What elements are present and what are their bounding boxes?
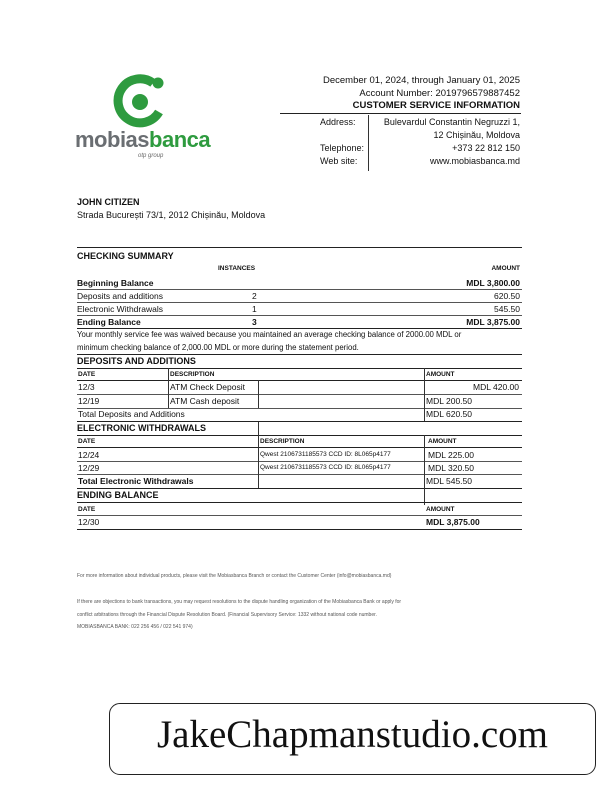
deposit-row-rule bbox=[77, 394, 522, 395]
watermark-box bbox=[109, 703, 596, 775]
deposit-date: 12/3 bbox=[78, 382, 95, 392]
summary-row-amount: 545.50 bbox=[494, 304, 520, 314]
withdrawals-col-divider bbox=[424, 435, 425, 505]
bank-name-part1: mobias bbox=[75, 127, 150, 152]
summary-row-label: Ending Balance bbox=[77, 317, 141, 327]
summary-row-label: Deposits and additions bbox=[77, 291, 164, 301]
deposits-header-rule bbox=[77, 380, 522, 381]
deposit-description: ATM Check Deposit bbox=[170, 382, 245, 392]
deposits-col-divider bbox=[258, 380, 259, 408]
withdrawals-total-amount: MDL 545.50 bbox=[426, 476, 472, 486]
note-bottom-rule bbox=[77, 354, 522, 355]
summary-row-label: Beginning Balance bbox=[77, 278, 154, 288]
footer-contact-line: MOBIASBANCA BANK: 022 256 456 / 022 541 974) bbox=[77, 624, 193, 630]
bank-logo-icon bbox=[113, 74, 167, 128]
summary-row-rule bbox=[77, 315, 522, 316]
summary-row-instances: 2 bbox=[252, 291, 257, 301]
watermark-text: JakeChapmanstudio.com bbox=[156, 713, 548, 756]
statement-header bbox=[290, 75, 520, 113]
telephone-value: +373 22 812 150 bbox=[452, 143, 520, 153]
address-line2: 12 Chișinău, Moldova bbox=[433, 130, 520, 140]
summary-col-amount: AMOUNT bbox=[491, 265, 520, 272]
header-divider bbox=[280, 113, 521, 114]
summary-row-amount: 620.50 bbox=[494, 291, 520, 301]
deposits-col-amount: AMOUNT bbox=[426, 371, 455, 378]
summary-col-instances: INSTANCES bbox=[218, 265, 256, 272]
info-column-divider bbox=[368, 115, 369, 171]
bank-group: otp group bbox=[138, 153, 164, 159]
withdrawal-date: 12/29 bbox=[78, 463, 100, 473]
summary-row-instances: 3 bbox=[252, 317, 257, 327]
ending-col-date: DATE bbox=[78, 506, 96, 513]
deposits-col-divider bbox=[424, 368, 425, 421]
customer-address: Strada București 73/1, 2012 Chișinău, Moldova bbox=[77, 210, 266, 220]
deposit-amount: MDL 200.50 bbox=[426, 396, 472, 406]
withdrawal-description: Qwest 2106731185573 CCD ID: 8L065p4177 bbox=[260, 451, 391, 458]
address-line1: Bulevardul Constantin Negruzzi 1, bbox=[383, 117, 520, 127]
ending-header-rule bbox=[77, 515, 522, 516]
deposit-amount: MDL 420.00 bbox=[473, 382, 519, 392]
summary-row-label: Electronic Withdrawals bbox=[77, 304, 163, 314]
account-number: Account Number: 2019796579887452 bbox=[359, 87, 520, 99]
fee-note-line1: Your monthly service fee was waived because you maintained an average checking balance of 2000.00 MDL or bbox=[77, 330, 462, 339]
withdrawals-title-rule bbox=[77, 435, 522, 436]
footer-info-line: For more information about individual products, please visit the Mobiasbanca Branch or contact the Customer Center (info@mobiasbanca.md) bbox=[77, 573, 392, 579]
customer-name: JOHN CITIZEN bbox=[77, 197, 140, 207]
deposits-total-label: Total Deposits and Additions bbox=[78, 409, 185, 419]
address-label: Address: bbox=[320, 117, 356, 127]
withdrawals-title: ELECTRONIC WITHDRAWALS bbox=[77, 423, 206, 433]
summary-row-amount: MDL 3,800.00 bbox=[466, 278, 520, 288]
ending-col-amount: AMOUNT bbox=[426, 506, 455, 513]
withdrawal-row-rule bbox=[77, 474, 522, 475]
withdrawals-col-divider bbox=[258, 422, 259, 488]
summary-top-rule bbox=[77, 247, 522, 248]
deposits-total-amount: MDL 620.50 bbox=[426, 409, 472, 419]
deposits-col-divider bbox=[168, 368, 169, 408]
deposits-bottom-rule bbox=[77, 421, 522, 422]
deposit-description: ATM Cash deposit bbox=[170, 396, 240, 406]
ending-title-rule bbox=[77, 502, 522, 503]
summary-row-amount: MDL 3,875.00 bbox=[466, 317, 520, 327]
withdrawal-date: 12/24 bbox=[78, 450, 100, 460]
summary-row-instances: 1 bbox=[252, 304, 257, 314]
summary-row-rule bbox=[77, 302, 522, 303]
withdrawals-total-label: Total Electronic Withdrawals bbox=[78, 476, 194, 486]
ending-bottom-rule bbox=[77, 529, 522, 530]
deposits-title-rule bbox=[77, 368, 522, 369]
withdrawal-amount: MDL 320.50 bbox=[428, 463, 474, 473]
footer-dispute-line: If there are objections to bank transactions, you may request resolutions to the dispute handling organization of the Mobiasbanca Bank or apply for bbox=[77, 599, 402, 605]
telephone-label: Telephone: bbox=[320, 143, 365, 153]
ending-date: 12/30 bbox=[78, 517, 100, 527]
withdrawals-header-rule bbox=[77, 447, 522, 448]
fee-note-line2: minimum checking balance of 2,000.00 MDL or more during the statement period. bbox=[77, 343, 359, 352]
withdrawals-bottom-rule bbox=[77, 488, 522, 489]
website-value[interactable]: www.mobiasbanca.md bbox=[429, 156, 520, 166]
ending-amount: MDL 3,875.00 bbox=[426, 517, 480, 527]
withdrawal-description: Qwest 2106731185573 CCD ID: 8L065p4177 bbox=[260, 464, 391, 471]
customer-service-title: CUSTOMER SERVICE INFORMATION bbox=[352, 100, 520, 111]
deposits-title: DEPOSITS AND ADDITIONS bbox=[77, 356, 196, 366]
withdrawal-amount: MDL 225.00 bbox=[428, 450, 474, 460]
statement-period: December 01, 2024, through January 01, 2025 bbox=[323, 75, 520, 86]
withdrawal-row-rule bbox=[77, 461, 522, 462]
ending-balance-title: ENDING BALANCE bbox=[77, 490, 159, 500]
withdrawals-col-amount: AMOUNT bbox=[428, 438, 457, 445]
deposit-date: 12/19 bbox=[78, 396, 100, 406]
summary-row-rule bbox=[77, 289, 522, 290]
website-label: Web site: bbox=[320, 156, 358, 166]
withdrawals-col-date: DATE bbox=[78, 438, 96, 445]
bank-name-part2: banca bbox=[149, 127, 211, 152]
deposits-col-date: DATE bbox=[78, 371, 96, 378]
summary-bottom-rule bbox=[77, 328, 522, 329]
withdrawals-col-description: DESCRIPTION bbox=[260, 438, 305, 445]
checking-summary-title: CHECKING SUMMARY bbox=[77, 251, 174, 261]
footer-dispute-line: conflict arbitrations through the Financial Dispute Resolution Board. (Financial Supervisory Service: 1332 without national code number. bbox=[77, 612, 377, 618]
deposits-col-description: DESCRIPTION bbox=[170, 371, 215, 378]
bank-name bbox=[75, 127, 210, 153]
